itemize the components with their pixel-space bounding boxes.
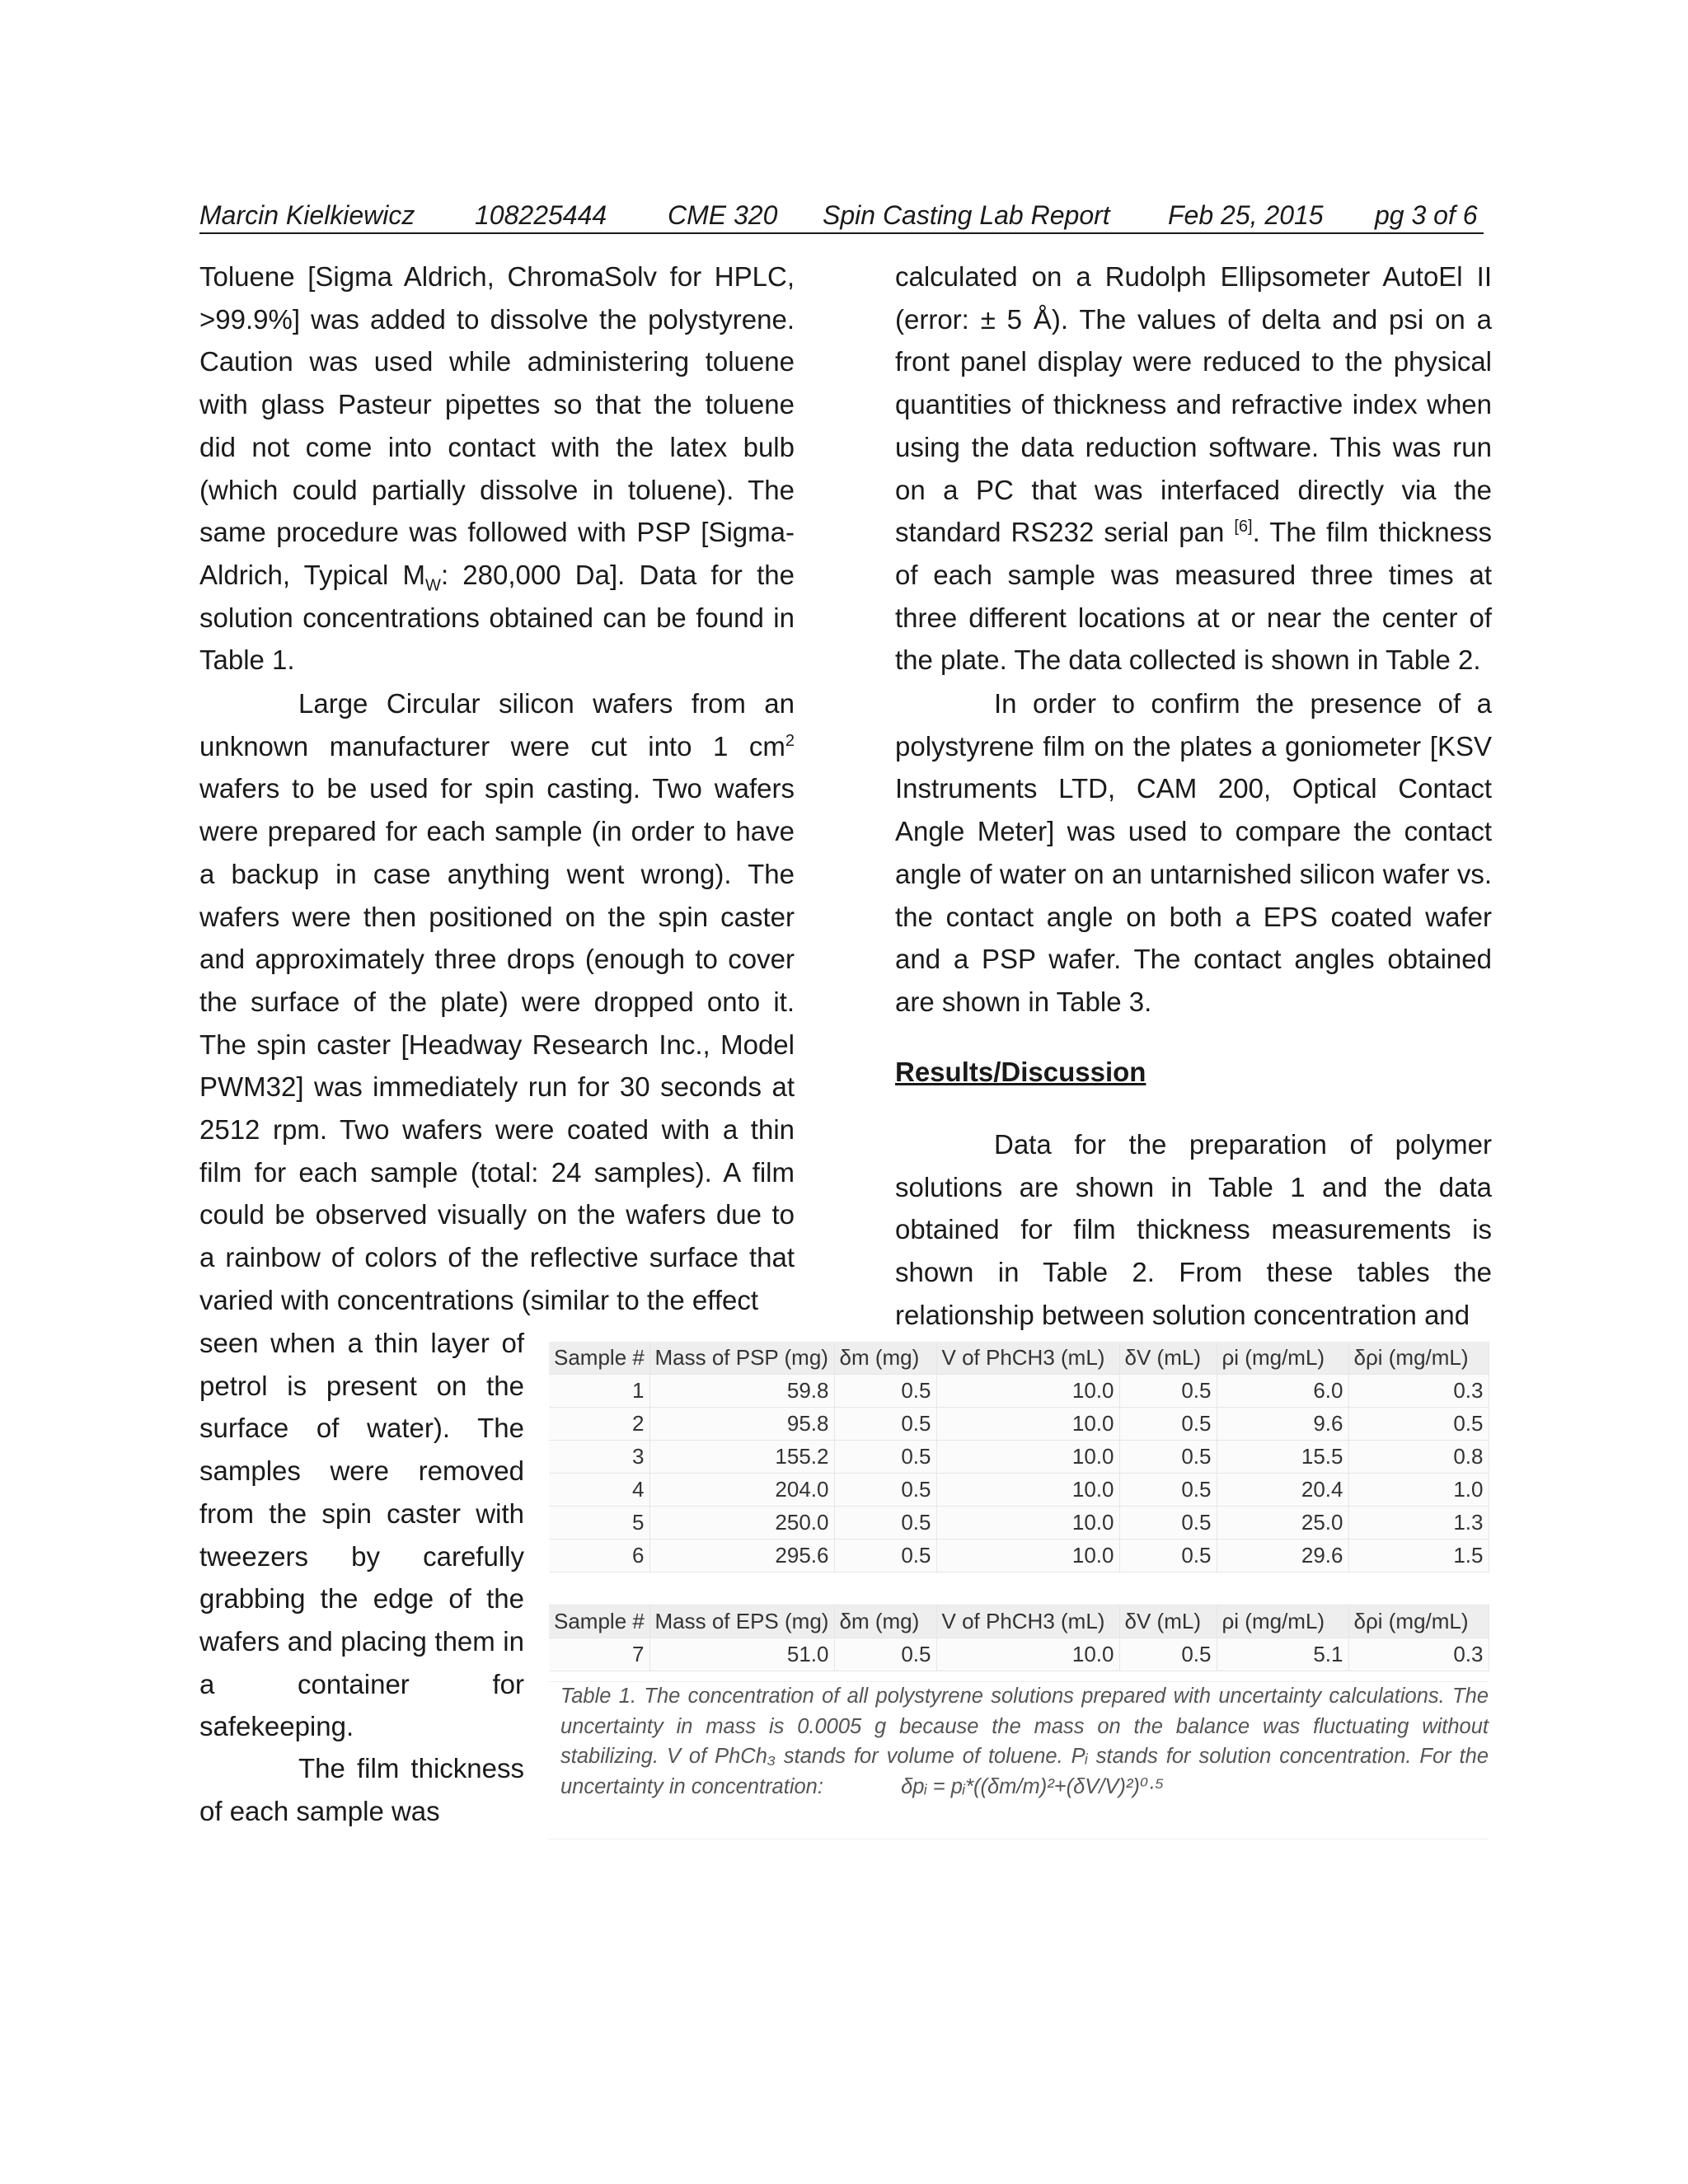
table-cell: 0.5 xyxy=(1119,1474,1217,1507)
table-row xyxy=(549,1540,1489,1572)
table-cell: 0.5 xyxy=(1348,1408,1489,1441)
table-cell: 0.5 xyxy=(834,1638,936,1671)
table-cell: 155.2 xyxy=(649,1441,834,1474)
left-paragraph-3: The film thickness of each sample was xyxy=(199,1753,524,1826)
table-cell: 10.0 xyxy=(936,1540,1119,1572)
table-cell: 9.6 xyxy=(1217,1408,1348,1441)
table-cell: 4 xyxy=(549,1474,649,1507)
table-cell: 0.3 xyxy=(1348,1375,1489,1408)
table-cell: 29.6 xyxy=(1217,1540,1348,1572)
table-cell: 0.5 xyxy=(834,1408,936,1441)
column-header: δV (mL) xyxy=(1119,1342,1217,1375)
table-row xyxy=(549,1474,1489,1507)
caption-text: Table 1. The concentration of all polystyrene solutions prepared with uncertainty calculations. The uncertainty in mass is 0.0005 g because the mass on the balance was fluctuating without stabilizing. V of PhCh₃ stands for volume of toluene. Pᵢ stands for solution concentration. For the uncertainty in concentration: xyxy=(560,1685,1489,1798)
right-paragraph-2: In order to confirm the presence of a polystyrene film on the plates a goniometer [KSV Instruments LTD, CAM 200, Optical Contact Angle Meter] was used to compare the contact angle of water on an untarnished silicon wafer vs. the contact angle on both a EPS coated wafer and a PSP wafer. The contact angles obtained are shown in Table 3. xyxy=(895,688,1492,1017)
table-cell: 0.5 xyxy=(834,1474,936,1507)
table-row xyxy=(549,1408,1489,1441)
right-paragraph-3: Data for the preparation of polymer solutions are shown in Table 1 and the data obtained for film thickness measurements is shown in Table 2. From these tables the relationship between solution concentration and xyxy=(895,1129,1492,1330)
table-cell: 5 xyxy=(549,1507,649,1540)
table-cell: 7 xyxy=(549,1638,649,1671)
column-header: ρi (mg/mL) xyxy=(1217,1342,1348,1375)
table-cell: 10.0 xyxy=(936,1474,1119,1507)
table-cell: 1 xyxy=(549,1375,649,1408)
column-header: δm (mg) xyxy=(834,1342,936,1375)
table-cell: 0.5 xyxy=(834,1540,936,1572)
column-header: V of PhCH3 (mL) xyxy=(936,1342,1119,1375)
table-cell: 10.0 xyxy=(936,1638,1119,1671)
header-date: Feb 25, 2015 xyxy=(1168,200,1324,230)
table-cell: 0.5 xyxy=(834,1507,936,1540)
table-cell: 0.5 xyxy=(1119,1540,1217,1572)
column-header: Sample # xyxy=(549,1605,649,1638)
table-cell: 0.5 xyxy=(834,1375,936,1408)
table-cell: 0.5 xyxy=(1119,1441,1217,1474)
table-row xyxy=(549,1507,1489,1540)
section-heading: Results/Discussion xyxy=(895,1057,1146,1087)
table-row xyxy=(549,1375,1489,1408)
table-cell: 250.0 xyxy=(649,1507,834,1540)
table-cell: 1.5 xyxy=(1348,1540,1489,1572)
table-header-row xyxy=(549,1605,1489,1638)
table-cell: 0.8 xyxy=(1348,1441,1489,1474)
table-cell: 10.0 xyxy=(936,1408,1119,1441)
left-paragraph-1: Toluene [Sigma Aldrich, ChromaSolv for HPLC, >99.9%] was added to dissolve the polystyrene. Caution was used while administering toluene with glass Pasteur pipettes so that the toluene did not come into contact with the latex bulb (which could partially dissolve in toluene). The same procedure was followed with PSP [Sigma-Aldrich, Typical $M_W$: 280,000 Da]. Data for the solution concentrations obtained can be found in Table 1. xyxy=(199,261,795,676)
table-header-row xyxy=(549,1342,1489,1375)
table-cell: 59.8 xyxy=(649,1375,834,1408)
column-header: Mass of PSP (mg) xyxy=(649,1342,834,1375)
table-cell: 6 xyxy=(549,1540,649,1572)
table-1 xyxy=(549,1342,1489,1671)
table-cell: 6.0 xyxy=(1217,1375,1348,1408)
column-header: δρi (mg/mL) xyxy=(1348,1605,1489,1638)
header-author: Marcin Kielkiewicz xyxy=(199,200,415,230)
table-cell: 25.0 xyxy=(1217,1507,1348,1540)
column-header: ρi (mg/mL) xyxy=(1217,1605,1348,1638)
header-page-number: pg 3 of 6 xyxy=(1375,200,1478,230)
table-cell: 10.0 xyxy=(936,1375,1119,1408)
table-cell: 51.0 xyxy=(649,1638,834,1671)
table-cell: 10.0 xyxy=(936,1507,1119,1540)
left-paragraph-2: Large Circular silicon wafers from an unknown manufacturer were cut into 1 $cm^2$ wafers to be used for spin casting. Two wafers were prepared for each sample (in order to have a backup in case anything went wrong). The wafers were then positioned on the spin caster and approximately three drops (enough to cover the surface of the plate) were dropped onto it. The spin caster [Headway Research Inc., Model PWM32] was immediately run for 30 seconds at 2512 rpm. Two wafers were coated with a thin film for each sample (total: 24 samples). A film could be observed visually on the wafers due to a rainbow of colors of the reflective surface that varied with concentrations (similar to the effect xyxy=(199,688,795,1315)
table-cell: 0.5 xyxy=(1119,1638,1217,1671)
column-header: δm (mg) xyxy=(834,1605,936,1638)
right-paragraph-1: calculated on a Rudolph Ellipsometer AutoEl II (error: ± 5 Å). The values of delta and psi on a front panel display were reduced to the physical quantities of thickness and refractive index when using the data reduction software. This was run on a PC that was interfaced directly via the standard RS232 serial pan [6]. The film thickness of each sample was measured three times at three different locations at or near the center of the plate. The data collected is shown in Table 2. xyxy=(895,261,1493,676)
table-cell: 15.5 xyxy=(1217,1441,1348,1474)
column-header: Mass of EPS (mg) xyxy=(649,1605,834,1638)
header-course: CME 320 xyxy=(668,200,778,230)
table-cell: 204.0 xyxy=(649,1474,834,1507)
table-cell: 0.3 xyxy=(1348,1638,1489,1671)
table-row xyxy=(549,1441,1489,1474)
table-cell: 0.5 xyxy=(834,1441,936,1474)
column-header: δρi (mg/mL) xyxy=(1348,1342,1489,1375)
table-cell: 0.5 xyxy=(1119,1375,1217,1408)
header-title: Spin Casting Lab Report xyxy=(823,200,1110,230)
column-header: V of PhCH3 (mL) xyxy=(936,1605,1119,1638)
table-cell: 5.1 xyxy=(1217,1638,1348,1671)
table-1-caption xyxy=(560,1681,1489,1802)
table-cell: 1.3 xyxy=(1348,1507,1489,1540)
left-paragraph-2-continued: seen when a thin layer of petrol is present on the surface of water). The samples were removed from the spin caster with tweezers by carefully grabbing the edge of the wafers and placing them in a container for safekeeping. xyxy=(199,1328,524,1742)
table-spacer-row xyxy=(549,1572,1489,1605)
column-header: δV (mL) xyxy=(1119,1605,1217,1638)
table-cell: 20.4 xyxy=(1217,1474,1348,1507)
table-cell: 295.6 xyxy=(649,1540,834,1572)
table-cell: 10.0 xyxy=(936,1441,1119,1474)
table-cell: 1.0 xyxy=(1348,1474,1489,1507)
header-id: 108225444 xyxy=(475,200,607,230)
table-cell: 3 xyxy=(549,1441,649,1474)
column-header: Sample # xyxy=(549,1342,649,1375)
table-cell: 95.8 xyxy=(649,1408,834,1441)
page-header xyxy=(199,198,1484,234)
table-row xyxy=(549,1638,1489,1671)
caption-formula: δpᵢ = pᵢ*((δm/m)²+(δV/V)²)⁰·⁵ xyxy=(901,1774,1165,1798)
table-cell: 0.5 xyxy=(1119,1507,1217,1540)
table-cell: 0.5 xyxy=(1119,1408,1217,1441)
table-cell: 2 xyxy=(549,1408,649,1441)
